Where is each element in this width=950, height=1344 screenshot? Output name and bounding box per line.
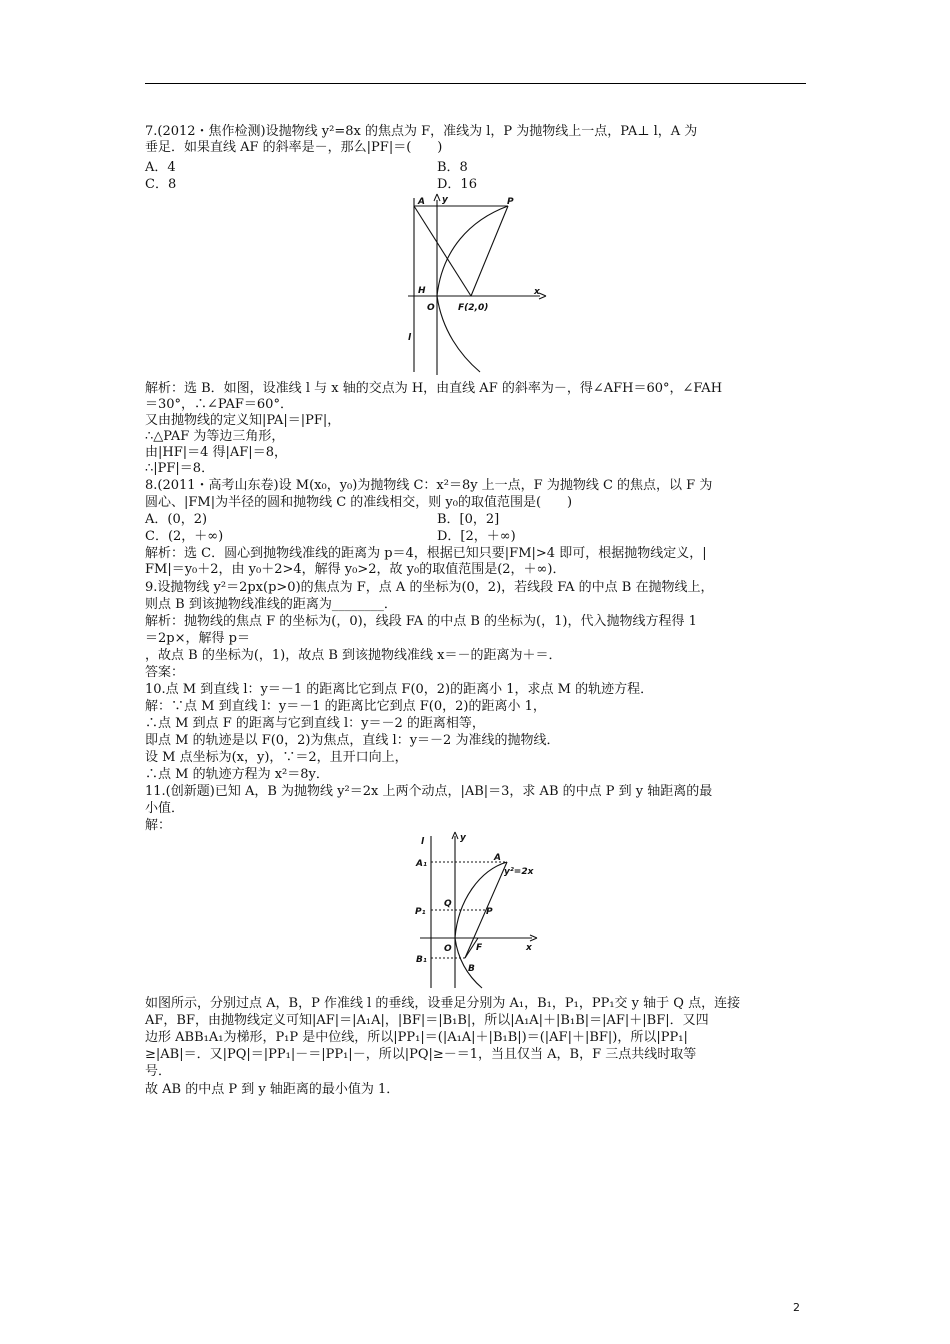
label-p: P: [486, 907, 493, 917]
label-p1: P₁: [415, 907, 426, 917]
label-f: F: [476, 943, 483, 953]
page-number: 2: [793, 1301, 800, 1314]
label-x: x: [534, 287, 540, 297]
q11-solution-head: 解：: [145, 818, 172, 833]
q10-line6: ∴点 M 的轨迹方程为 x²＝8y．: [145, 767, 329, 782]
y-arrow: [434, 194, 440, 201]
q9-solution-line2: ＝2p×，解得 p＝: [145, 631, 250, 646]
q8-option-d: D．[2，＋∞): [437, 529, 516, 544]
x-arrow: [539, 293, 546, 299]
q11-solution-line3: 边形 ABB₁A₁为梯形，P₁P 是中位线，所以|PP₁|＝(|A₁A|＋|B₁B|)＝(|AF|＋|BF|)，所以|PP₁|: [145, 1030, 688, 1045]
q8-option-a: A．(0，2): [145, 512, 208, 527]
q9-solution-line3: ，故点 B 的坐标为(，1)，故点 B 到该抛物线准线 x＝－的距离为＋＝．: [145, 648, 562, 663]
q10-line1: 10.点 M 到直线 l：y＝－1 的距离比它到点 F(0，2)的距离小 1，求点 M 的轨迹方程．: [145, 682, 654, 697]
q8-option-b: B．[0，2]: [437, 512, 500, 527]
label-y: y: [460, 833, 466, 843]
label-l: l: [421, 837, 425, 847]
q7-option-d: D．16: [437, 177, 477, 192]
q8-solution-line2: FM|＝y₀＋2，由 y₀＋2>4，解得 y₀>2，故 y₀的取值范围是(2，＋∞)．: [145, 562, 566, 577]
q7-solution-line1: 解析：选 B．如图，设准线 l 与 x 轴的交点为 H，由直线 AF 的斜率为－，得∠AFH＝60°，∠FAH: [145, 381, 723, 396]
label-b1: B₁: [416, 955, 427, 965]
q11-stem-line1: 11.(创新题)已知 A，B 为抛物线 y²＝2x 上两个动点，|AB|＝3，求 AB 的中点 P 到 y 轴距离的最: [145, 784, 713, 799]
label-p: P: [507, 197, 514, 207]
q11-solution-line4: ≥|AB|＝．又|PQ|＝|PP₁|－＝|PP₁|－，所以|PQ|≥－＝1，当且仅当 A，B，F 三点共线时取等: [145, 1047, 697, 1062]
q7-solution-line6: ∴|PF|＝8．: [145, 461, 215, 476]
q11-solution-line6: 故 AB 的中点 P 到 y 轴距离的最小值为 1．: [145, 1082, 400, 1097]
q10-line5: 设 M 点坐标为(x，y)，∵＝2，且开口向上，: [145, 750, 408, 765]
q11-solution-line1: 如图所示，分别过点 A，B，P 作准线 l 的垂线，设垂足分别为 A₁，B₁，P₁，PP₁交 y 轴于 Q 点，连接: [145, 996, 741, 1011]
label-a: A: [418, 197, 425, 207]
q8-solution-line1: 解析：选 C．圆心到抛物线准线的距离为 p＝4，根据已知只要|FM|>4 即可，根据抛物线定义，|: [145, 546, 707, 561]
label-l: l: [408, 333, 412, 343]
q11-stem-line2: 小值．: [145, 801, 185, 816]
label-x: x: [526, 943, 532, 953]
label-y: y: [442, 195, 448, 205]
header-rule: [145, 83, 806, 84]
q7-solution-line5: 由|HF|＝4 得|AF|＝8，: [145, 445, 287, 460]
label-q: Q: [444, 899, 452, 909]
q8-option-c: C．(2，＋∞): [145, 529, 224, 544]
q11-solution-line2: AF，BF，由抛物线定义可知|AF|＝|A₁A|，|BF|＝|B₁B|，所以|A₁A|＋|B₁B|＝|AF|＋|BF|．又四: [145, 1013, 709, 1028]
q9-solution-line1: 解析：抛物线的焦点 F 的坐标为(，0)，线段 FA 的中点 B 的坐标为(，1)，代入抛物线方程得 1: [145, 614, 697, 629]
q7-option-c: C．8: [145, 177, 177, 192]
label-o: O: [427, 303, 435, 313]
q8-stem-line1: 8.(2011・高考山东卷)设 M(x₀，y₀)为抛物线 C：x²＝8y 上一点，F 为抛物线 C 的焦点，以 F 为: [145, 478, 713, 493]
label-h: H: [418, 286, 426, 296]
q9-stem-line1: 9.设抛物线 y²＝2px(p>0)的焦点为 F，点 A 的坐标为(0，2)，若线段 FA 的中点 B 在抛物线上，: [145, 580, 714, 595]
segment-af: [414, 206, 471, 296]
q7-parabola-figure: [400, 190, 550, 380]
label-a: A: [494, 853, 501, 863]
q7-stem-line2: 垂足．如果直线 AF 的斜率是－，那么|PF|＝( ): [145, 140, 443, 155]
label-eq: y²=2x: [504, 867, 534, 877]
label-o: O: [444, 944, 452, 954]
q7-solution-line4: ∴△PAF 为等边三角形，: [145, 429, 285, 444]
q11-parabola-figure: [410, 828, 540, 993]
q10-line3: ∴点 M 到点 F 的距离与它到直线 l：y＝－2 的距离相等，: [145, 716, 485, 731]
q7-option-a: A．4: [145, 160, 176, 175]
label-b: B: [468, 964, 475, 974]
q7-option-b: B．8: [437, 160, 468, 175]
q11-solution-line5: 号．: [145, 1064, 172, 1079]
q10-line4: 即点 M 的轨迹是以 F(0，2)为焦点，直线 l：y＝－2 为准线的抛物线．: [145, 733, 560, 748]
q8-stem-line2: 圆心、|FM|为半径的圆和抛物线 C 的准线相交，则 y₀的取值范围是( ): [145, 495, 573, 510]
q7-stem-line1: 7.(2012・焦作检测)设抛物线 y²=8x 的焦点为 F，准线为 l，P 为抛物线上一点，PA⊥ l，A 为: [145, 124, 698, 139]
label-a1: A₁: [416, 859, 427, 869]
q9-stem-line2: 则点 B 到该抛物线准线的距离为________．: [145, 597, 397, 612]
q7-solution-line3: 又由抛物线的定义知|PA|＝|PF|，: [145, 413, 341, 428]
q7-solution-line2: ＝30°，∴∠PAF＝60°．: [145, 397, 293, 412]
q9-answer-label: 答案：: [145, 665, 185, 680]
label-f: F(2,0): [458, 303, 489, 313]
segment-pf: [471, 206, 508, 296]
q10-line2: 解：∵点 M 到直线 l：y＝－1 的距离比它到点 F(0，2)的距离小 1，: [145, 699, 546, 714]
